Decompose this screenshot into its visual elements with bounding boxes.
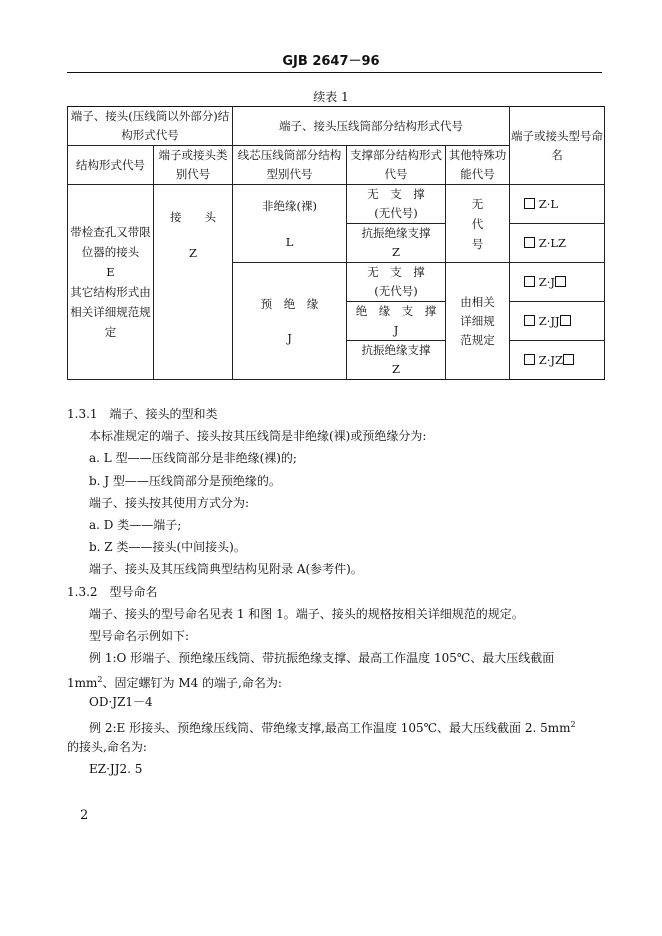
header-structure-code: 结构形式代号 xyxy=(68,146,154,185)
placeholder-box xyxy=(524,198,535,209)
no-support-label: 无 支 撑 xyxy=(367,265,425,279)
model-code: L xyxy=(550,196,558,211)
structure-desc-1: 带检查孔又带限位器的接头 xyxy=(70,225,151,259)
no-code-label: (无代号) xyxy=(374,206,418,220)
model-code: JJ xyxy=(550,313,560,328)
list-item: a. D 类——端子; xyxy=(89,517,182,532)
model-code: JZ xyxy=(550,352,563,367)
header-rule xyxy=(67,72,602,73)
body-text xyxy=(67,403,607,780)
example-1-code: OD·JZ1－4 xyxy=(89,695,153,710)
header-special-function-code: 其他特殊功能代号 xyxy=(446,146,510,185)
paragraph: 型号命名示例如下: xyxy=(89,628,190,643)
model-prefix: Z· xyxy=(538,352,551,367)
ins-support-label: 绝 缘 支 撑 xyxy=(355,304,437,318)
table-caption: 续表 1 xyxy=(313,90,349,104)
special-by-spec-text: 由相关详细规范规定 xyxy=(460,294,495,347)
pre-insulated-code: J xyxy=(287,331,292,345)
category-code: Z xyxy=(189,246,197,260)
support-antivib-2 xyxy=(347,341,446,380)
non-insulated-cell xyxy=(233,185,347,263)
header-support-code: 支撑部分结构形式代号 xyxy=(347,146,446,185)
header-model-naming: 端子或接头型号命名 xyxy=(510,107,605,185)
special-by-spec-cell xyxy=(446,263,510,380)
placeholder-box xyxy=(555,276,566,287)
model-code: LZ xyxy=(550,235,566,250)
text-fragment: 例 2:E 形接头、预绝缘压线筒、带绝缘支撑,最高工作温度 105℃、最大压线截面 2. 5mm xyxy=(89,720,571,735)
model-prefix: Z· xyxy=(538,274,551,289)
support-antivib-1 xyxy=(347,224,446,263)
structure-cell xyxy=(68,185,154,380)
text-fragment: 、固定螺钉为 M4 的端子,命名为: xyxy=(102,676,282,691)
non-insulated-label: 非绝缘(裸) xyxy=(262,198,317,213)
model-prefix: Z· xyxy=(538,196,551,211)
category-label: 接 头 xyxy=(170,210,216,224)
header-core-barrel-code: 线芯压线筒部分结构型别代号 xyxy=(233,146,347,185)
list-item: b. Z 类——接头(中间接头)。 xyxy=(89,540,246,555)
paragraph: 端子、接头按其使用方式分为: xyxy=(89,495,250,510)
page-number: 2 xyxy=(80,808,89,823)
header-crimp-barrel-form: 端子、接头压线筒部分结构形式代号 xyxy=(233,107,510,146)
text-fragment: 1mm xyxy=(67,676,98,691)
paragraph: 端子、接头的型号命名见表 1 和图 1。端子、接头的规格按相关详细规范的规定。 xyxy=(89,606,524,621)
example-1-line-2 xyxy=(67,669,607,691)
list-item: b. J 型——压线筒部分是预绝缘的。 xyxy=(89,473,281,488)
example-1-line-1: 例 1:O 形端子、预绝缘压线筒、带抗振绝缘支撑、最高工作温度 105℃、最大压线截面 xyxy=(89,651,555,666)
z-code: Z xyxy=(392,245,401,259)
j-code: J xyxy=(393,323,399,337)
model-prefix: Z· xyxy=(538,313,551,328)
placeholder-box xyxy=(524,276,535,287)
placeholder-box xyxy=(563,354,574,365)
example-2-line-2: 的接头,命名为: xyxy=(67,739,147,754)
antivib-label: 抗振绝缘支撑 xyxy=(361,343,431,357)
model-cell xyxy=(510,185,605,224)
special-none-cell xyxy=(446,185,510,263)
support-insulated xyxy=(347,302,446,341)
no-code-label: (无代号) xyxy=(374,284,418,298)
placeholder-box xyxy=(524,315,535,326)
list-item: a. L 型——压线筒部分是非绝缘(裸)的; xyxy=(89,451,297,466)
model-cell xyxy=(510,263,605,302)
non-insulated-code: L xyxy=(285,234,294,249)
model-prefix: Z· xyxy=(538,235,551,250)
model-cell xyxy=(510,341,605,380)
paragraph: 端子、接头及其压线筒典型结构见附录 A(参考件)。 xyxy=(89,562,363,577)
structure-code-table xyxy=(67,106,605,380)
pre-insulated-label: 预 绝 缘 xyxy=(260,297,319,311)
model-code: J xyxy=(550,274,555,289)
category-cell xyxy=(154,185,233,380)
superscript: 2 xyxy=(570,719,576,729)
example-2-line-1 xyxy=(67,714,607,736)
paragraph: 本标准规定的端子、接头按其压线筒是非绝缘(裸)或预绝缘分为: xyxy=(89,429,427,444)
example-2-code: EZ·JJ2. 5 xyxy=(89,762,143,776)
special-none-text: 无代号 xyxy=(471,196,484,251)
antivib-label: 抗振绝缘支撑 xyxy=(361,226,431,240)
structure-e: E xyxy=(106,265,115,279)
section-1-3-1-title: 1.3.1 端子、接头的型和类 xyxy=(67,407,218,421)
model-cell xyxy=(510,224,605,263)
placeholder-box xyxy=(524,354,535,365)
placeholder-box xyxy=(524,237,535,248)
structure-desc-2: 其它结构形式由相关详细规范规定 xyxy=(70,285,151,339)
support-none-1 xyxy=(347,185,446,224)
section-1-3-2-title: 1.3.2 型号命名 xyxy=(67,584,158,599)
header-terminal-form: 端子、接头(压线筒以外部分)结构形式代号 xyxy=(68,107,233,146)
support-none-2 xyxy=(347,263,446,302)
standard-number: GJB 2647－96 xyxy=(282,54,380,69)
header-category-code: 端子或接头类别代号 xyxy=(154,146,233,185)
placeholder-box xyxy=(560,315,571,326)
pre-insulated-cell xyxy=(233,263,347,380)
no-support-label: 无 支 撑 xyxy=(367,187,425,201)
model-cell xyxy=(510,302,605,341)
z-code: Z xyxy=(392,362,401,376)
superscript: 2 xyxy=(97,675,103,685)
